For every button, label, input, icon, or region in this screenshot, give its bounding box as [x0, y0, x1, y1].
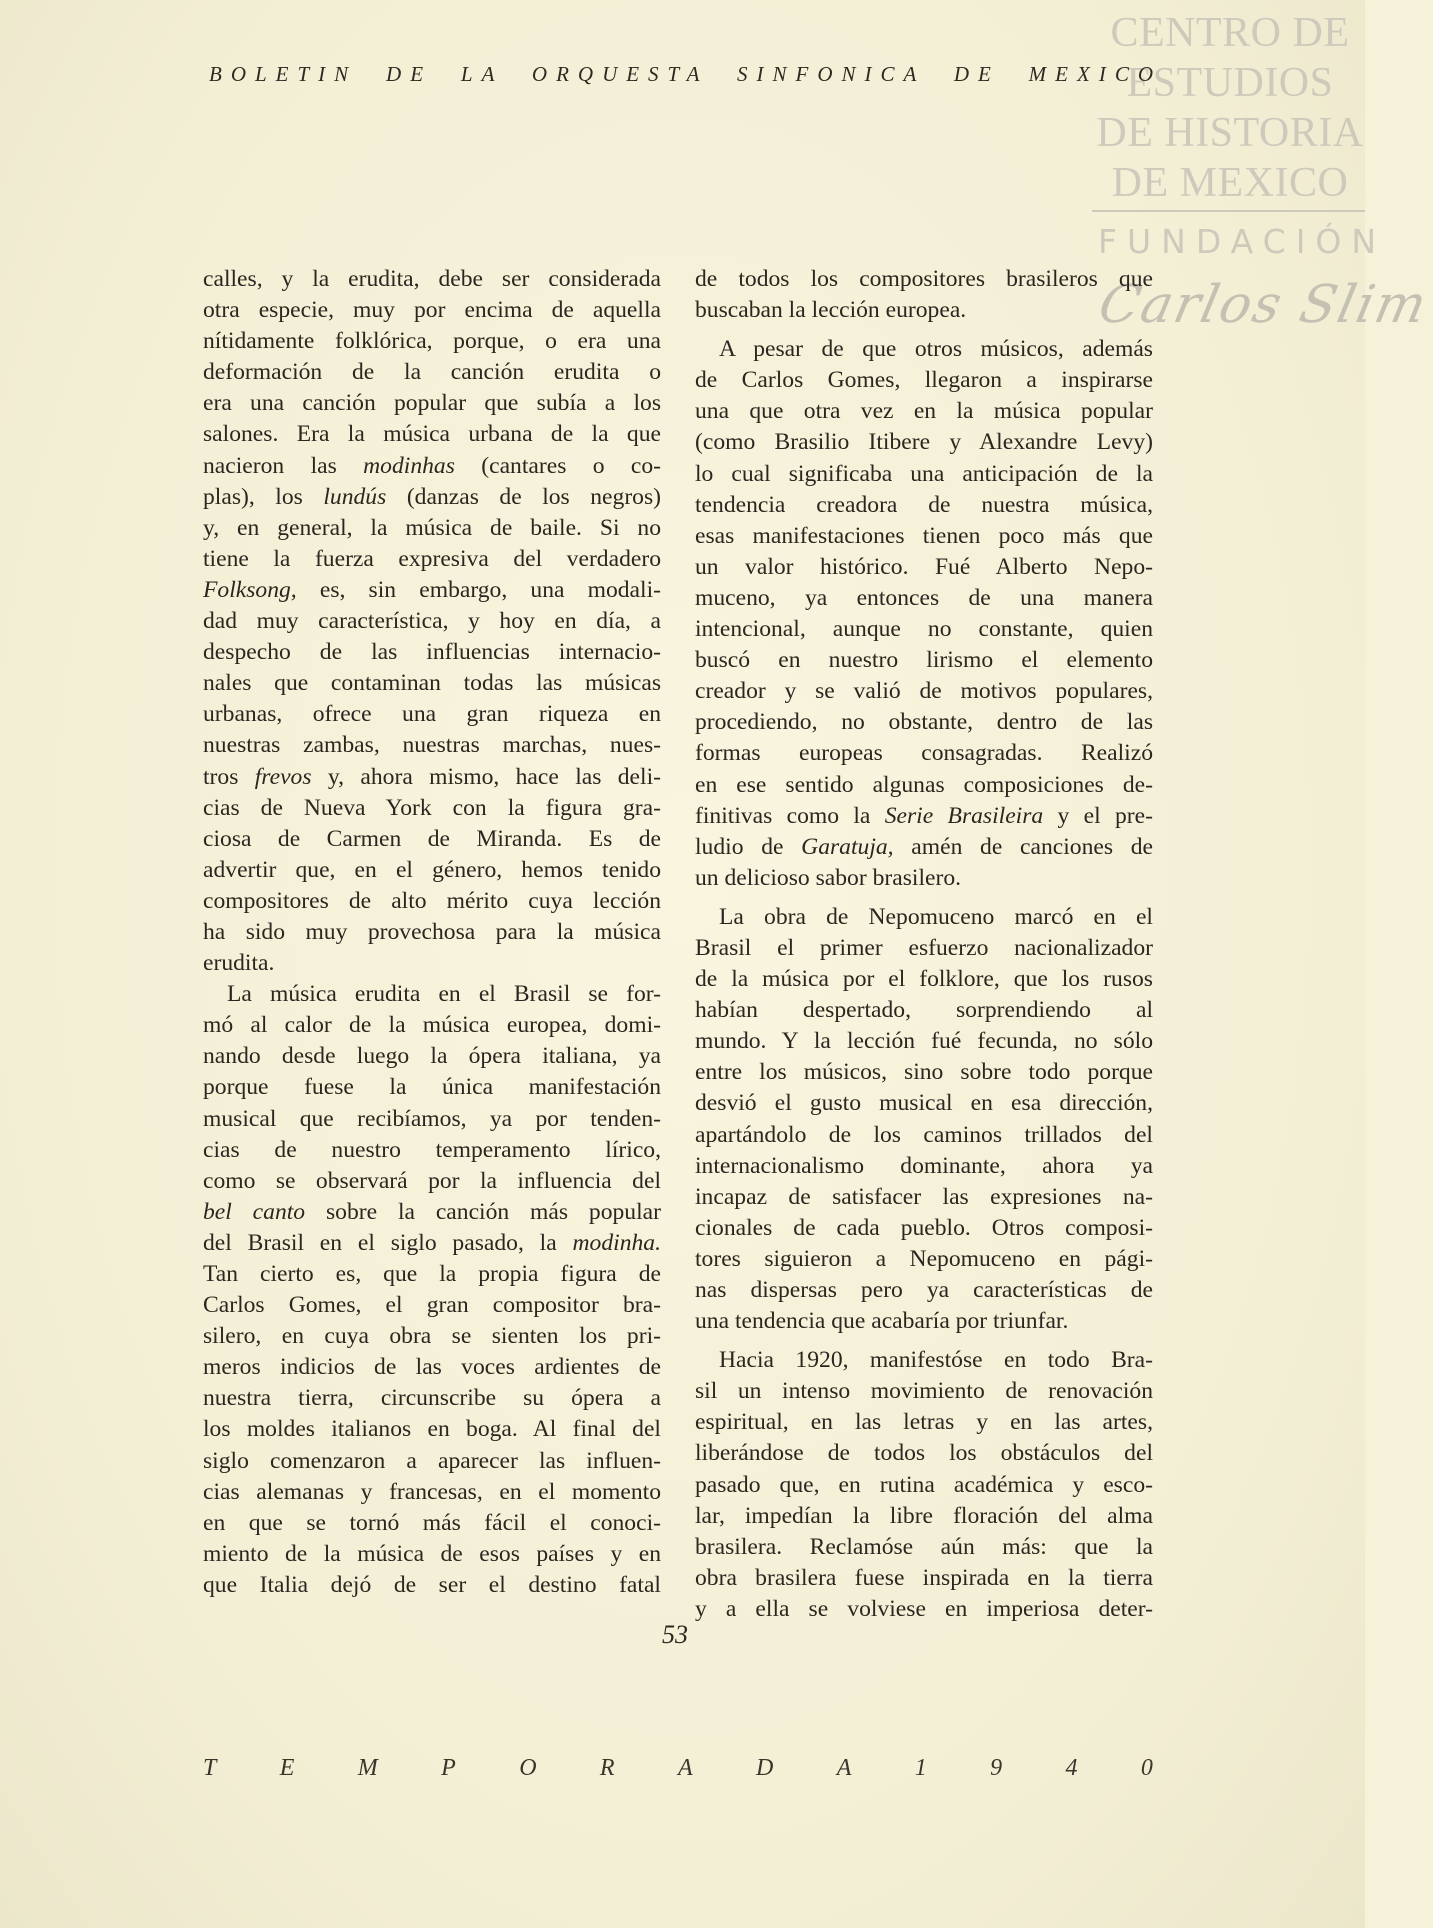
text-line: despecho de las influencias internacio- — [203, 639, 661, 666]
text-line: apartándolo de los caminos trillados del — [695, 1121, 1153, 1148]
text-line: (como Brasilio Itibere y Alexandre Levy) — [695, 429, 1153, 456]
running-footer — [203, 1755, 1153, 1782]
text-line: de la música por el folklore, que los rusos — [695, 966, 1153, 993]
paragraph — [203, 264, 661, 979]
text-line: una tendencia que acabaría por triunfar. — [695, 1308, 1069, 1335]
text-line: tiene la fuerza expresiva del verdadero — [203, 545, 661, 572]
text-line: una que otra vez en la música popular — [695, 398, 1153, 425]
footer-letter: A — [836, 1755, 852, 1781]
italic-term: bel canto — [203, 1198, 306, 1225]
watermark-signature: Carlos Slim — [1093, 275, 1433, 335]
text-line: intencional, aunque no constante, quien — [695, 616, 1153, 643]
text-line: lo cual significaba una anticipación de la — [695, 460, 1153, 487]
footer-letter: E — [279, 1755, 295, 1781]
italic-term: Serie Brasileira — [884, 802, 1044, 829]
text-line: en ese sentido algunas composiciones de- — [695, 771, 1153, 798]
text-line: brasilera. Reclamóse aún más: que la — [695, 1533, 1153, 1560]
text-line: de Carlos Gomes, llegaron a inspirarse — [695, 367, 1153, 394]
text-line: tros frevos y, ahora mismo, hace las deli- — [203, 763, 661, 790]
text-line: finitivas como la Serie Brasileira y el pre- — [695, 802, 1153, 829]
text-line: sil un intenso movimiento de renovación — [695, 1378, 1153, 1405]
text-line: tores siguieron a Nepomuceno en pági- — [695, 1245, 1153, 1272]
text-line: siglo comenzaron a aparecer las influen- — [203, 1447, 661, 1474]
text-line: advertir que, en el género, hemos tenido — [203, 856, 661, 883]
text-line: Carlos Gomes, el gran compositor bra- — [203, 1292, 661, 1319]
text-line: entre los músicos, sino sobre todo porque — [695, 1059, 1153, 1086]
italic-term: Folksong, — [203, 576, 297, 603]
text-line: del Brasil en el siglo pasado, la modinha. — [203, 1229, 661, 1256]
text-line: compositores de alto mérito cuya lección — [203, 887, 661, 914]
text-line: porque fuese la única manifestación — [203, 1074, 661, 1101]
watermark-line: DE MEXICO — [1111, 160, 1349, 206]
italic-term: lundús — [323, 483, 387, 510]
text-line: Folksong, es, sin embargo, una modali- — [203, 576, 661, 603]
text-line: miento de la música de esos países y en — [203, 1540, 661, 1567]
text-line: liberándose de todos los obstáculos del — [695, 1440, 1153, 1467]
paragraph — [695, 334, 1153, 894]
text-line: que Italia dejó de ser el destino fatal — [203, 1571, 661, 1598]
text-line: Hacia 1920, manifestóse en todo Bra- — [719, 1347, 1153, 1374]
text-line: de todos los compositores brasileros que — [695, 266, 1153, 292]
paragraph — [695, 264, 1153, 326]
page-number: 53 — [662, 1620, 688, 1649]
text-line: un valor histórico. Fué Alberto Nepo- — [695, 553, 1153, 580]
text-line: creador y se valió de motivos populares, — [695, 678, 1153, 705]
text-line: cionales de cada pueblo. Otros composi- — [695, 1214, 1153, 1241]
footer-letter: R — [599, 1755, 615, 1781]
text-line: los moldes italianos en boga. Al final del — [203, 1416, 661, 1443]
paragraph — [203, 979, 661, 1601]
text-line: como se observará por la influencia del — [203, 1167, 661, 1194]
text-line: La obra de Nepomuceno marcó en el — [719, 903, 1153, 930]
text-line: nacieron las modinhas (cantares o co- — [203, 452, 661, 479]
text-line: esas manifestaciones tienen poco más que — [695, 522, 1153, 549]
footer-letter: D — [756, 1755, 774, 1781]
footer-letter: T — [203, 1755, 217, 1781]
footer-letter: O — [519, 1755, 537, 1781]
text-column-right — [695, 264, 1153, 1625]
text-line: nítidamente folklórica, porque, o era una — [203, 328, 661, 355]
text-line: y a ella se volviese en imperiosa deter- — [695, 1595, 1153, 1622]
text-line: ludio de Garatuja, amén de canciones de — [695, 833, 1153, 860]
text-line: nales que contaminan todas las músicas — [203, 670, 661, 697]
footer-letter: P — [441, 1755, 456, 1781]
footer-letter: M — [357, 1755, 378, 1781]
text-line: nas dispersas pero ya características de — [695, 1277, 1153, 1303]
text-line: ciosa de Carmen de Miranda. Es de — [203, 825, 661, 852]
text-line: habían despertado, sorprendiendo al — [695, 997, 1153, 1024]
text-line: Brasil el primer esfuerzo nacionalizador — [695, 934, 1153, 961]
text-line: buscó en nuestro lirismo el elemento — [695, 647, 1153, 674]
text-line: A pesar de que otros músicos, además — [719, 336, 1153, 363]
text-line: nuestras zambas, nuestras marchas, nues- — [203, 732, 661, 759]
text-line: erudita. — [203, 950, 275, 977]
text-line: La música erudita en el Brasil se for- — [227, 981, 661, 1008]
italic-term: modinhas — [363, 452, 455, 479]
text-line: mó al calor de la música europea, domi- — [203, 1012, 661, 1039]
text-line: formas europeas consagradas. Realizó — [695, 740, 1153, 767]
italic-term: frevos — [254, 763, 312, 790]
text-line: era una canción popular que subía a los — [203, 390, 661, 417]
text-line: pasado que, en rutina académica y esco- — [695, 1471, 1153, 1498]
watermark-line: ESTUDIOS — [1126, 60, 1334, 106]
text-line: deformación de la canción erudita o — [203, 359, 661, 386]
text-line: calles, y la erudita, debe ser considerada — [203, 266, 661, 292]
text-line: nando desde luego la ópera italiana, ya — [203, 1043, 661, 1070]
text-line: cias de nuestro temperamento lírico, — [203, 1136, 661, 1163]
text-line: urbanas, ofrece una gran riqueza en — [203, 701, 661, 728]
footer-letter: A — [677, 1755, 693, 1781]
text-line: un delicioso sabor brasilero. — [695, 864, 962, 891]
paragraph — [695, 902, 1153, 1337]
text-line: cias de Nueva York con la figura gra- — [203, 794, 661, 821]
text-line: tendencia creadora de nuestra música, — [695, 491, 1153, 518]
text-line: internacionalismo dominante, ahora ya — [695, 1152, 1153, 1179]
watermark-foundation: FUNDACIÓN — [1098, 222, 1387, 261]
text-line: nuestra tierra, circunscribe su ópera a — [203, 1385, 661, 1412]
text-line: desvió el gusto musical en esa dirección, — [695, 1090, 1153, 1117]
text-line: salones. Era la música urbana de la que — [203, 421, 661, 448]
watermark-institution — [1095, 8, 1365, 208]
text-line: silero, en cuya obra se sienten los pri- — [203, 1323, 661, 1350]
text-line: muceno, ya entonces de una manera — [695, 584, 1153, 611]
text-line: mundo. Y la lección fué fecunda, no sólo — [695, 1028, 1153, 1055]
watermark-line: DE HISTORIA — [1096, 110, 1364, 156]
footer-letter: 4 — [1065, 1755, 1078, 1781]
footer-letter: 1 — [914, 1755, 927, 1781]
text-line: y, en general, la música de baile. Si no — [203, 514, 661, 541]
footer-letter: 9 — [990, 1755, 1003, 1781]
text-line: Tan cierto es, que la propia figura de — [203, 1261, 661, 1287]
paragraph — [695, 1345, 1153, 1625]
watermark-divider — [1092, 210, 1365, 212]
text-line: plas), los lundús (danzas de los negros) — [203, 483, 662, 510]
watermark-line: CENTRO DE — [1110, 10, 1350, 56]
italic-term: Garatuja, — [801, 833, 894, 860]
italic-term: modinha. — [572, 1229, 661, 1256]
text-line: otra especie, muy por encima de aquella — [203, 297, 661, 324]
footer-letter: 0 — [1140, 1755, 1153, 1781]
text-line: obra brasilera fuese inspirada en la tierra — [695, 1564, 1153, 1591]
text-line: en que se tornó más fácil el conoci- — [203, 1509, 661, 1536]
text-line: buscaban la lección europea. — [695, 297, 967, 324]
text-line: musical que recibíamos, ya por tenden- — [203, 1105, 661, 1132]
text-line: bel canto sobre la canción más popular — [203, 1198, 661, 1225]
text-column-left — [203, 264, 661, 1601]
text-line: incapaz de satisfacer las expresiones na- — [695, 1183, 1153, 1210]
text-line: dad muy característica, y hoy en día, a — [203, 608, 661, 635]
text-line: meros indicios de las voces ardientes de — [203, 1354, 661, 1381]
text-line: lar, impedían la libre floración del alma — [695, 1502, 1153, 1529]
text-line: ha sido muy provechosa para la música — [203, 918, 661, 945]
running-header: BOLETIN DE LA ORQUESTA SINFONICA DE MEXICO — [209, 62, 1162, 86]
text-line: espiritual, en las letras y en las artes, — [695, 1409, 1153, 1436]
text-line: cias alemanas y francesas, en el momento — [203, 1478, 661, 1505]
text-line: procediendo, no obstante, dentro de las — [695, 709, 1153, 736]
